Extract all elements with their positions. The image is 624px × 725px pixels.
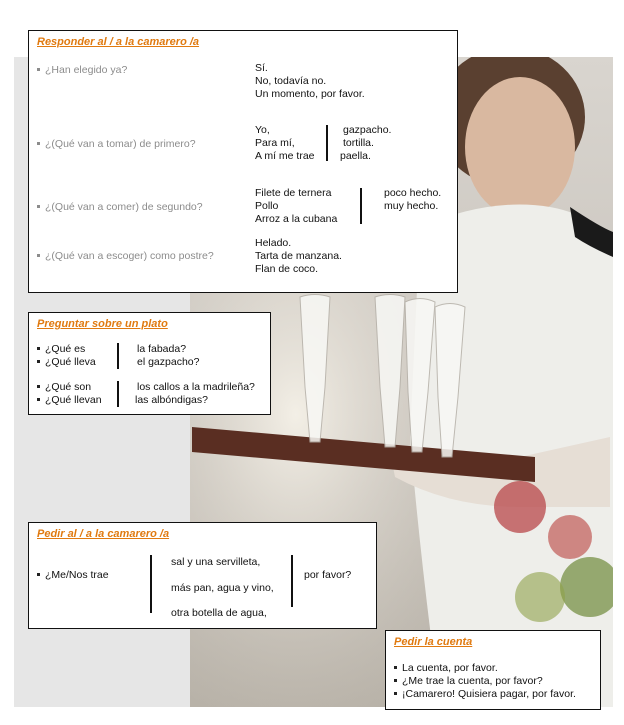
question-line: ¿Qué es [37, 343, 85, 356]
answer-line: Arroz a la cubana [255, 213, 338, 225]
divider [360, 188, 362, 224]
divider [117, 381, 119, 407]
question-line: ¿Qué son [37, 381, 91, 394]
item-line: más pan, agua y vino, [171, 582, 274, 594]
bill-line: La cuenta, por favor. [394, 662, 498, 675]
divider [117, 343, 119, 369]
answer-line: Helado. [255, 237, 292, 249]
answer-line: Sí. [255, 62, 268, 74]
bill-line: ¡Camarero! Quisiera pagar, por favor. [394, 688, 576, 701]
question-postre: ¿(Qué van a escoger) como postre? [37, 250, 214, 263]
answer-line: paella. [340, 150, 371, 162]
responder-title: Responder al / a la camarero /a [37, 36, 200, 48]
divider [326, 125, 328, 161]
cuenta-box [385, 630, 601, 710]
answer-line: No, todavía no. [255, 75, 327, 87]
request-line: ¿Me/Nos trae [37, 569, 109, 582]
question-elegido: ¿Han elegido ya? [37, 64, 127, 77]
answer-line: A mí me trae [255, 150, 315, 162]
item-line: sal y una servilleta, [171, 556, 261, 568]
closing-line: por favor? [304, 569, 352, 581]
answer-line: Yo, [255, 124, 270, 136]
answer-line: tortilla. [343, 137, 374, 149]
preguntar-title: Preguntar sobre un plato [37, 318, 168, 330]
preguntar-box [28, 312, 271, 415]
pedir-title: Pedir al / a la camarero /a [37, 528, 170, 540]
answer-line: Para mí, [255, 137, 295, 149]
answer-line: Tarta de manzana. [255, 250, 342, 262]
answer-line: Flan de coco. [255, 263, 319, 275]
bill-line: ¿Me trae la cuenta, por favor? [394, 675, 543, 688]
pedir-box [28, 522, 377, 629]
answer-line: Un momento, por favor. [255, 88, 365, 100]
answer-line: Filete de ternera [255, 187, 332, 199]
divider [150, 555, 152, 613]
question-line: ¿Qué llevan [37, 394, 102, 407]
answer-line: gazpacho. [343, 124, 392, 136]
cuenta-title: Pedir la cuenta [394, 636, 473, 648]
dish-line: los callos a la madrileña? [137, 381, 255, 393]
question-primero: ¿(Qué van a tomar) de primero? [37, 138, 196, 151]
divider [291, 555, 293, 607]
answer-line: muy hecho. [384, 200, 439, 212]
answer-line: Pollo [255, 200, 279, 212]
dish-line: las albóndigas? [135, 394, 208, 406]
answer-line: poco hecho. [384, 187, 442, 199]
responder-box [28, 30, 458, 293]
question-line: ¿Qué lleva [37, 356, 96, 369]
dish-line: la fabada? [137, 343, 187, 355]
dish-line: el gazpacho? [137, 356, 200, 368]
item-line: otra botella de agua, [171, 607, 267, 619]
question-segundo: ¿(Qué van a comer) de segundo? [37, 201, 203, 214]
